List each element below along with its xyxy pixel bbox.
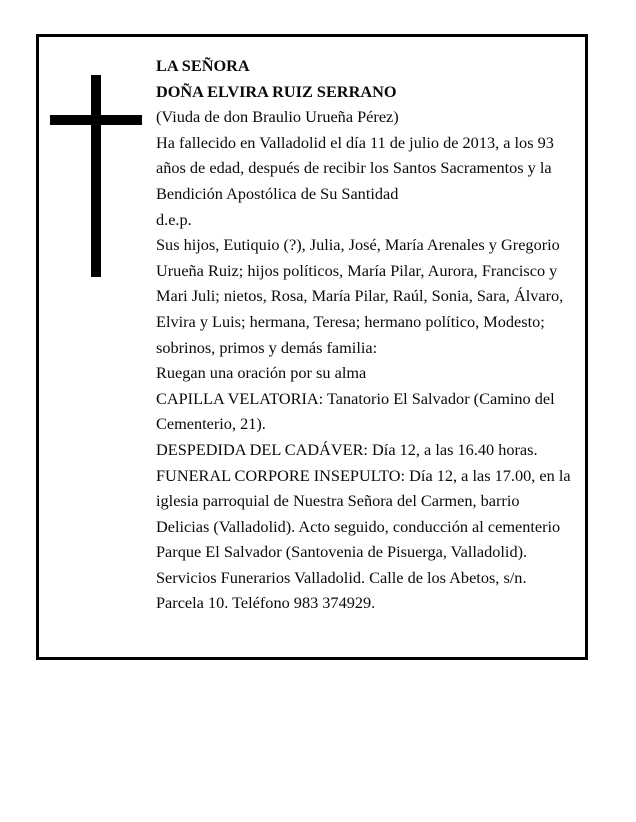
obituary-text-column (156, 53, 576, 616)
prayer-request-line: Ruegan una oración por su alma (156, 363, 367, 383)
funeral-services-paragraph: Servicios Funerarios Valladolid. Calle de los Abetos, s/n. Parcela 10. Teléfono 983 374929. (156, 567, 527, 613)
wake-paragraph (156, 386, 576, 437)
latin-cross-icon (50, 75, 138, 279)
farewell-detail: Día 12, a las 16.40 horas. (367, 439, 538, 459)
death-announcement-paragraph: Ha fallecido en Valladolid el día 11 de julio de 2013, a los 93 años de edad, después de recibir los Santos Sacramentos y la Bendición Apostólica de Su Santidad (156, 132, 554, 203)
widow-of-line: (Viuda de don Braulio Urueña Pérez) (156, 107, 399, 127)
survivors-paragraph: Sus hijos, Eutiquio (?), Julia, José, María Arenales y Gregorio Urueña Ruiz; hijos políticos, María Pilar, Aurora, Francisco y Mari Juli; nietos, Rosa, María Pilar, Raúl, Sonia, Sara, Álvaro, Elvira y Luis; hermana, Teresa; hermano político, Modesto; sobrinos, primos y demás familia: (156, 235, 564, 357)
funeral-label: FUNERAL CORPORE INSEPULTO: (156, 465, 406, 485)
wake-label: CAPILLA VELATORIA: (156, 388, 324, 408)
cross-vertical-bar (91, 75, 101, 277)
salutation-line: LA SEÑORA (156, 56, 250, 75)
rest-in-peace-line: d.e.p. (156, 209, 192, 229)
obituary-notice-frame (36, 34, 588, 660)
cross-horizontal-bar (50, 115, 142, 125)
funeral-paragraph (156, 463, 576, 565)
farewell-label: DESPEDIDA DEL CADÁVER: (156, 439, 368, 459)
deceased-name-line: DOÑA ELVIRA RUIZ SERRANO (156, 81, 397, 101)
wake-detail: Tanatorio El Salvador (Camino del Cementerio, 21). (156, 388, 555, 434)
funeral-detail: Día 12, a las 17.00, en la iglesia parroquial de Nuestra Señora del Carmen, barrio Delicias (Valladolid). Acto seguido, conducción al cementerio Parque El Salvador (Santovenia de Pisuerga, Valladolid). (156, 465, 571, 562)
farewell-paragraph (156, 437, 576, 463)
